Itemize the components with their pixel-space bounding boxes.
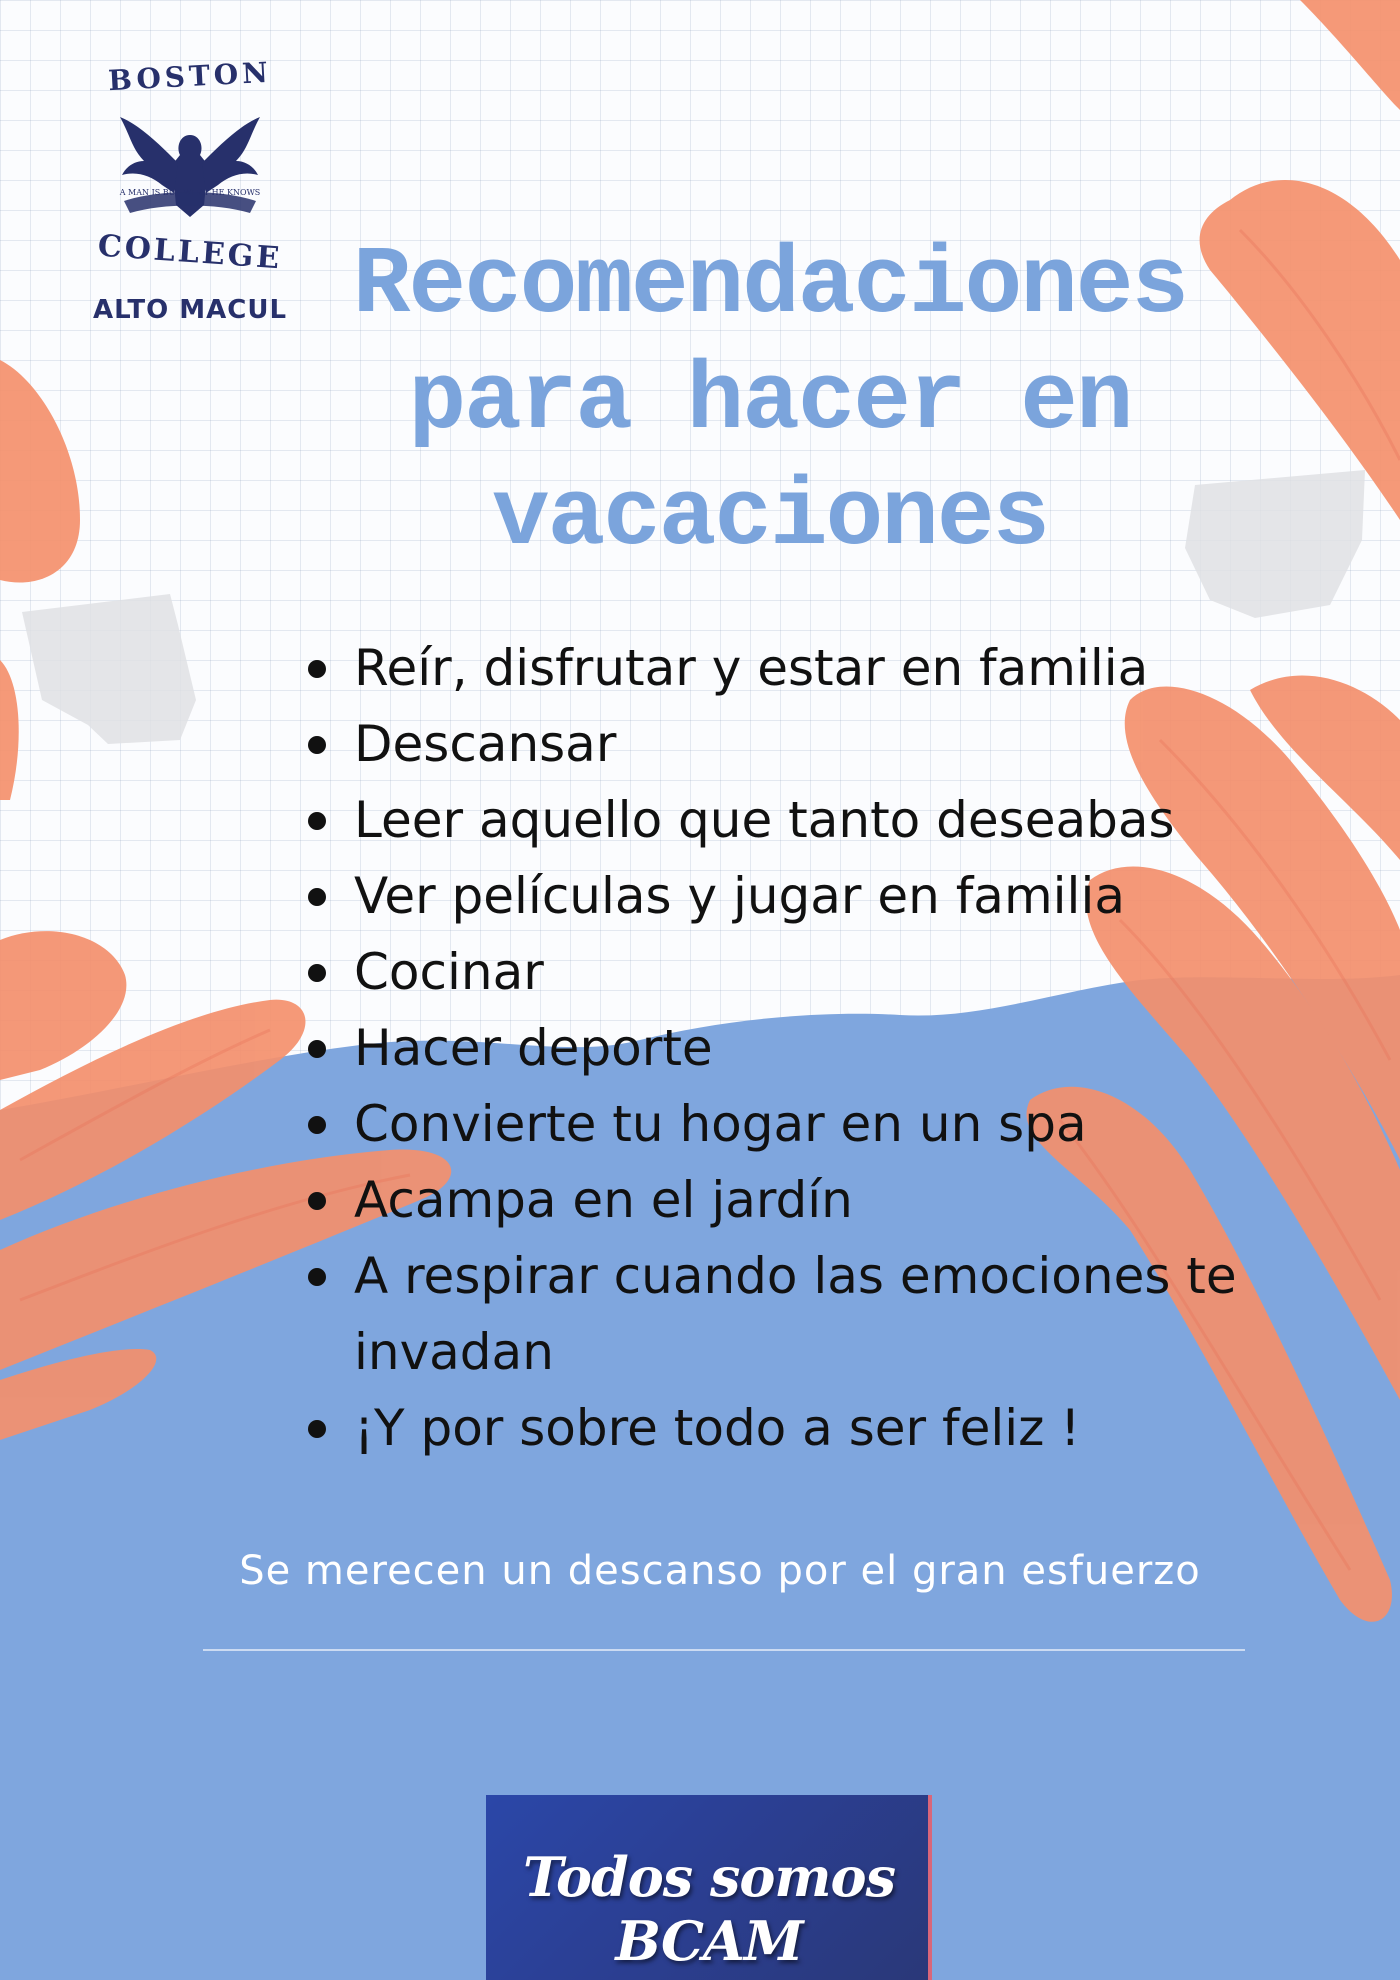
logo-text-bottom: ALTO MACUL	[92, 295, 288, 325]
divider	[203, 1649, 1245, 1651]
list-item: Cocinar	[300, 934, 1260, 1010]
eagle-crest-icon	[110, 105, 270, 235]
logo-text-top: BOSTON	[107, 55, 273, 98]
logo-motto: A MAN IS BUT WHAT HE KNOWS	[119, 188, 261, 197]
list-item: Hacer deporte	[300, 1010, 1260, 1086]
title-line-2: para hacer en	[408, 347, 1132, 456]
list-item: Acampa en el jardín	[300, 1162, 1260, 1238]
list-item: Ver películas y jugar en familia	[300, 858, 1260, 934]
title-line-3: vacaciones	[491, 463, 1049, 572]
page-title	[300, 228, 1240, 576]
tagline: Se merecen un descanso por el gran esfuerzo	[239, 1548, 1201, 1594]
school-logo	[90, 55, 290, 340]
list-item: Leer aquello que tanto deseabas	[300, 782, 1260, 858]
list-item: A respirar cuando las emociones te invadan	[300, 1238, 1260, 1390]
logo-text-middle: COLLEGE	[96, 228, 284, 277]
bcam-badge	[486, 1795, 932, 1980]
list-item: Convierte tu hogar en un spa	[300, 1086, 1260, 1162]
list-item: Descansar	[300, 706, 1260, 782]
recommendations-list	[300, 630, 1260, 1466]
title-line-1: Recomendaciones	[352, 231, 1188, 340]
list-item: Reír, disfrutar y estar en familia	[300, 630, 1260, 706]
list-item: ¡Y por sobre todo a ser feliz !	[300, 1390, 1260, 1466]
badge-text: Todos somos BCAM	[523, 1845, 895, 1973]
